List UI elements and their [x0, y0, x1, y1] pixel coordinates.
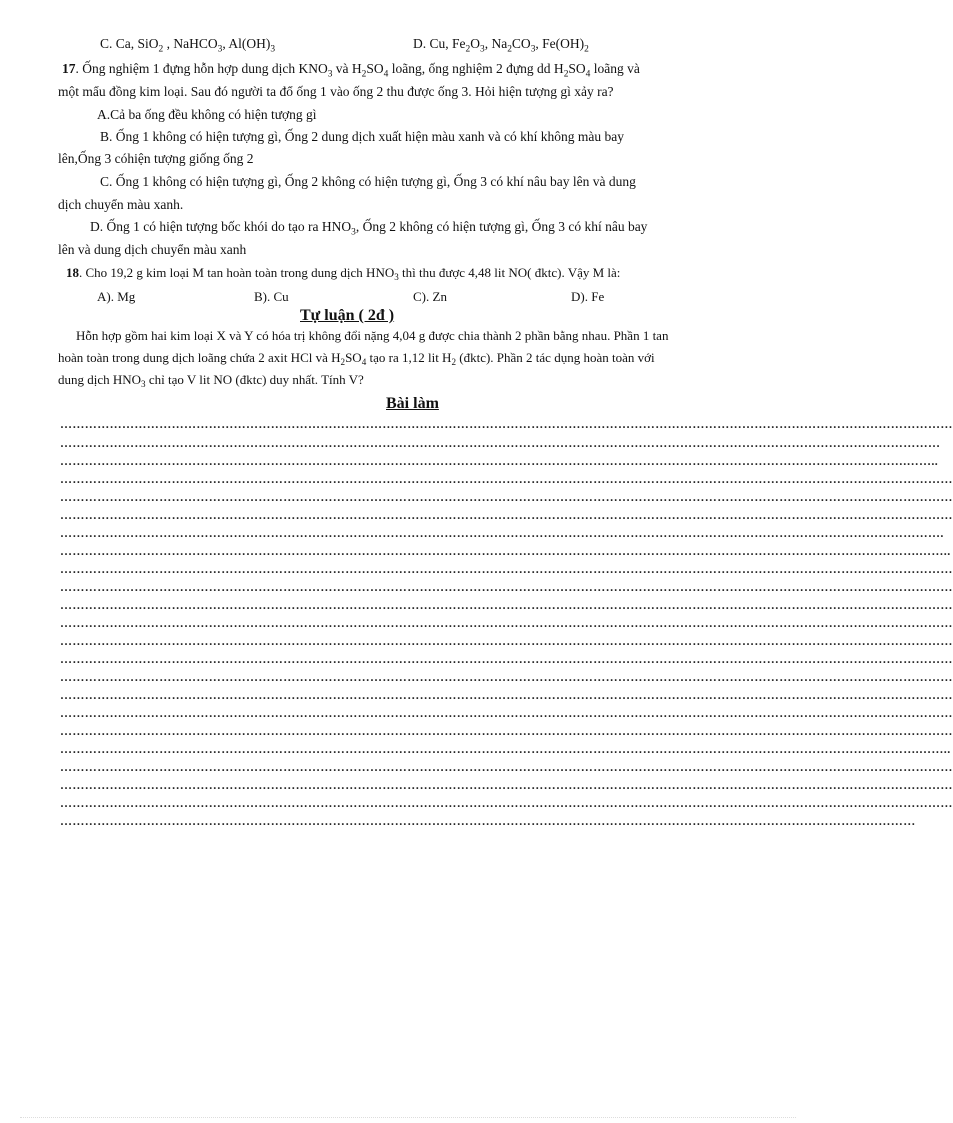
answer-line: ………………………………………………………………………………………………………………………………………………………………………………………………: [60, 490, 953, 504]
answer-line: ………………………………………………………………………………………………………………………………………………………………………………………………: [60, 652, 953, 666]
q18-number: 18: [66, 265, 79, 280]
essay-line1: Hỗn hợp gồm hai kim loại X và Y có hóa trị không đổi nặng 4,04 g được chia thành 2 phần bằng nhau. Phần 1 tan: [76, 328, 669, 343]
q17-number: 17: [62, 61, 76, 76]
answer-line: ………………………………………………………………………………………………………………………………………………………………………………………………: [60, 472, 953, 486]
answer-line: ………………………………………………………………………………………………………………………………………………………………………………………………: [60, 688, 953, 702]
q17-stem-line1: 17. Ống nghiệm 1 đựng hỗn hợp dung dịch $KNO_3$ và $H_2SO_4$ loãng, ống nghiệm 2 đựng dd $H_2SO_4$ loãng và: [62, 61, 640, 80]
answer-line: ………………………………………………………………………………………………………………………………………………………………………………………………: [60, 508, 953, 522]
q18-stem: 18. Cho 19,2 g kim loại M tan hoàn toàn trong dung dịch $HNO_3$ thì thu được 4,48 lit NO( đktc). Vậy M là:: [66, 265, 621, 283]
q17-option-d-line1: D. Ống 1 có hiện tượng bốc khói do tạo ra $HNO_3$, Ống 2 không có hiện tượng gì, Ống 3 có khí nâu bay: [90, 219, 648, 238]
essay-line2: hoàn toàn trong dung dịch loãng chứa 2 axit HCl và $H_2SO_4$ tạo ra 1,12 lit $H_2$ (đktc). Phần 2 tác dụng hoàn toàn với: [58, 350, 655, 368]
answer-line: …………………………………………………………………………………………………………………………………………………………………………………….……..: [60, 454, 939, 468]
answer-line: ………………………………………………………………………………………………………………………………………………………………………………………………: [60, 634, 953, 648]
answer-heading: Bài làm: [386, 395, 439, 412]
q17-stem-line2: một mẩu đồng kim loại. Sau đó người ta đổ ống 1 vào ống 2 thu được ống 3. Hỏi hiện tượng gì xảy ra?: [58, 84, 614, 99]
answer-line: ……………………………………………………………………………………………………………………………………………………………………………………….……..: [60, 742, 951, 756]
q18-option-c: C). Zn: [413, 289, 447, 304]
answer-line: ………………………………………………………………………………………………………………………………………………………………………………………………: [60, 670, 953, 684]
answer-line: ………………………………………………………………………………………………………………………………………………………………………………………………: [60, 760, 953, 774]
answer-line: ………………………………………………………………………………………………………………………………………………………………………………………………: [60, 778, 953, 792]
q17-option-d-line2: lên và dung dịch chuyển màu xanh: [58, 242, 247, 257]
answer-line: …………………………………………………………………………………………………………………………………………………………………………………………….: [60, 526, 944, 540]
essay-heading: Tự luận ( 2đ ): [300, 307, 395, 324]
q17-option-c-line1: C. Ống 1 không có hiện tượng gì, Ống 2 không có hiện tượng gì, Ống 3 có khí nâu bay lên và dung: [100, 174, 636, 189]
answer-line: ………………………………………………………………………………………………………………………………………………………………………………………………: [60, 580, 953, 594]
q17-option-c-line2: dịch chuyển màu xanh.: [58, 197, 184, 212]
q18-option-b: B). Cu: [254, 289, 289, 304]
q17-option-b-line2: lên,Ống 3 cóhiện tượng giống ống 2: [58, 151, 254, 166]
answer-line: ………………………………………………………………………………………………………………………………………………………………………………………: [60, 814, 916, 828]
answer-line: ………………………………………………………………………………………………………………………………………………………………………………………………: [60, 616, 953, 630]
answer-line: ………………………………………………………………………………………………………………………………………………………………………………………………: [60, 796, 953, 810]
essay-line3: dung dịch $HNO_3$ chỉ tạo V lit NO (đktc) duy nhất. Tính V?: [58, 372, 364, 390]
answer-line: ………………………………………………………………………………………………………………………………………………………………………………………………: [60, 417, 953, 431]
answer-line: ………………………………………………………………………………………………………………………………………………………………………………………………: [60, 706, 953, 720]
q16-option-d: D. Cu, $Fe_2O_3$, $Na_2CO_3$, $Fe(OH)_2$: [413, 36, 589, 55]
answer-line: ………………………………………………………………………………………………………………………………………………………………………………………………: [60, 598, 953, 612]
page-footer-border: [20, 1117, 796, 1120]
q18-option-d: D). Fe: [571, 289, 605, 304]
answer-line: ………………………………………………………………………………………………………………………………………………………………………………………………: [60, 724, 953, 738]
answer-line: ………………………………………………………………………………………………………………………………………………………………………………………………: [60, 562, 953, 576]
q16-option-c: C. Ca, SiO$_2$ , NaHCO$_3$, $Al(OH)_3$: [100, 36, 276, 55]
answer-line: ……………………………………………………………………………………………………………………………………………………………………………………….……..: [60, 544, 951, 558]
answer-line: ……………………………………………………………………………………………………………………………………………………………………………………………: [60, 436, 941, 450]
q18-option-a: A). Mg: [97, 289, 136, 304]
q17-option-a: A.Cả ba ống đều không có hiện tượng gì: [97, 107, 317, 122]
q17-option-b-line1: B. Ống 1 không có hiện tượng gì, Ống 2 dung dịch xuất hiện màu xanh và có khí không màu bay: [100, 129, 625, 144]
